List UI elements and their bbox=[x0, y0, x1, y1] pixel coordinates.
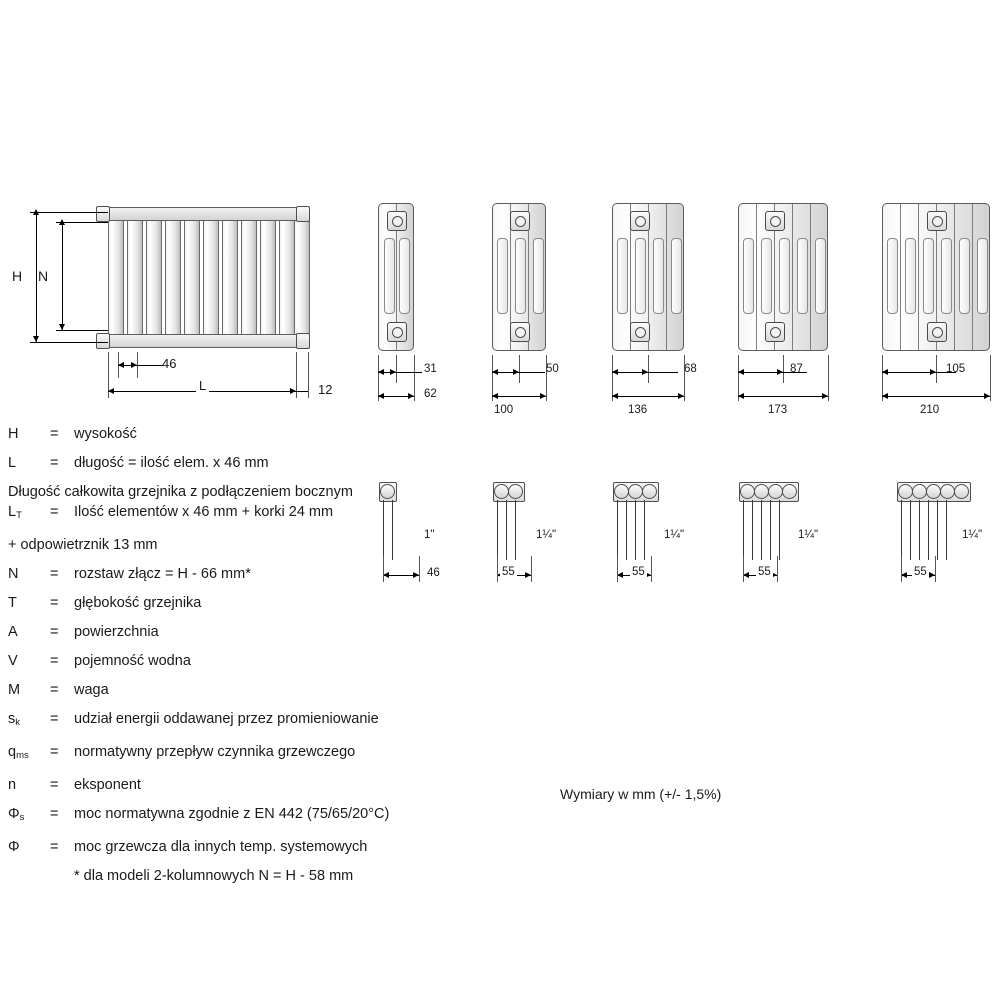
legend-equals: = bbox=[50, 806, 59, 822]
legend-equals: = bbox=[50, 504, 59, 520]
label-4col-inner: 68 bbox=[684, 363, 697, 375]
legend-row-phi-s bbox=[8, 804, 478, 828]
label-4col-topdim: 55 bbox=[632, 566, 645, 578]
nut-top bbox=[765, 211, 785, 231]
legend-row-qms bbox=[8, 742, 478, 766]
legend-symbol: N bbox=[8, 566, 19, 582]
legend-symbol: V bbox=[8, 653, 18, 669]
legend-equals: = bbox=[50, 455, 59, 471]
legend-text: udział energii oddawanej przez promieniowanie bbox=[74, 711, 379, 727]
radiator-elements bbox=[108, 207, 308, 347]
label-4col-outer: 136 bbox=[628, 404, 648, 416]
legend-symbol-lt bbox=[8, 502, 50, 526]
label-6col-outer: 210 bbox=[920, 404, 940, 416]
nut-bottom bbox=[765, 322, 785, 342]
legend-text: moc normatywna zgodnie z EN 442 (75/65/20°C) bbox=[74, 806, 390, 822]
label-2col-outer: 62 bbox=[424, 388, 437, 400]
nut-top bbox=[387, 211, 407, 231]
legend-symbol-phi-s bbox=[8, 804, 50, 828]
legend-row-V bbox=[8, 651, 478, 671]
legend-symbol: s bbox=[8, 711, 16, 727]
legend-symbol-sub: k bbox=[15, 717, 20, 728]
legend-symbol-sub: ms bbox=[16, 750, 29, 761]
legend-symbol-sk bbox=[8, 709, 50, 733]
legend-row-M bbox=[8, 680, 478, 700]
legend-text: eksponent bbox=[74, 777, 141, 793]
legend-symbol: Φ bbox=[8, 839, 20, 855]
legend-equals: = bbox=[50, 595, 59, 611]
legend-equals: = bbox=[50, 426, 59, 442]
label-H: H bbox=[12, 268, 23, 284]
legend-symbol: Φ bbox=[8, 806, 20, 822]
legend-equals: = bbox=[50, 839, 59, 855]
legend-note-line-2: + odpowietrznik 13 mm bbox=[8, 537, 158, 553]
legend-row-n bbox=[8, 775, 478, 795]
label-5col-outer: 173 bbox=[768, 404, 788, 416]
legend-row-LT bbox=[8, 502, 478, 526]
legend-symbol: M bbox=[8, 682, 21, 698]
h-dimension-line bbox=[36, 212, 37, 342]
legend-symbol: q bbox=[8, 744, 17, 760]
legend-text: rozstaw złącz = H - 66 mm* bbox=[74, 566, 251, 582]
legend-equals: = bbox=[50, 653, 59, 669]
label-3col-thread: 1¼" bbox=[536, 529, 557, 541]
nut-bottom bbox=[387, 322, 407, 342]
label-3col-topdim: 55 bbox=[502, 566, 515, 578]
legend-row-A bbox=[8, 622, 478, 642]
label-depth-12: 12 bbox=[318, 382, 333, 397]
legend-text: pojemność wodna bbox=[74, 653, 191, 669]
label-6col-thread: 1¼" bbox=[962, 529, 983, 541]
label-2col-topdim: 46 bbox=[427, 567, 440, 579]
label-2col-inner: 31 bbox=[424, 363, 437, 375]
label-6col-inner: 105 bbox=[946, 363, 966, 375]
n-dimension-line bbox=[62, 222, 63, 330]
legend-equals: = bbox=[50, 624, 59, 640]
plug-top-right bbox=[296, 206, 310, 222]
nut-top bbox=[927, 211, 947, 231]
units-note: Wymiary w mm (+/- 1,5%) bbox=[560, 786, 722, 802]
legend-symbol-qms bbox=[8, 742, 50, 766]
label-4col-thread: 1¼" bbox=[664, 529, 685, 541]
nut-top bbox=[510, 211, 530, 231]
legend-text: głębokość grzejnika bbox=[74, 595, 202, 611]
label-3col-inner: 50 bbox=[546, 363, 559, 375]
nut-top bbox=[630, 211, 650, 231]
plug-bottom-left bbox=[96, 333, 110, 349]
legend-equals: = bbox=[50, 711, 59, 727]
legend-row-H bbox=[8, 424, 478, 444]
label-5col-inner: 87 bbox=[790, 363, 803, 375]
legend-symbol: L bbox=[8, 504, 17, 520]
legend-footnote: * dla modeli 2-kolumnowych N = H - 58 mm bbox=[74, 868, 354, 884]
label-pitch-46: 46 bbox=[162, 356, 177, 371]
plug-top-left bbox=[96, 206, 110, 222]
nut-bottom bbox=[630, 322, 650, 342]
legend-text: wysokość bbox=[74, 426, 137, 442]
legend-symbol: A bbox=[8, 624, 18, 640]
legend-symbol: H bbox=[8, 426, 19, 442]
legend-symbol: n bbox=[8, 777, 17, 793]
legend-symbol-sub: T bbox=[16, 510, 22, 521]
legend-text: moc grzewcza dla innych temp. systemowych bbox=[74, 839, 368, 855]
legend-row-L bbox=[8, 453, 478, 473]
legend-row-footnote bbox=[8, 866, 478, 886]
label-6col-topdim: 55 bbox=[914, 566, 927, 578]
nut-bottom bbox=[927, 322, 947, 342]
legend-symbol: L bbox=[8, 455, 17, 471]
legend-text: powierzchnia bbox=[74, 624, 159, 640]
label-2col-thread: 1" bbox=[424, 529, 435, 541]
legend bbox=[8, 424, 478, 895]
legend-row-sk bbox=[8, 709, 478, 733]
label-3col-outer: 100 bbox=[494, 404, 514, 416]
label-L: L bbox=[196, 378, 209, 393]
legend-text: długość = ilość elem. x 46 mm bbox=[74, 455, 269, 471]
legend-note-line-1: Długość całkowita grzejnika z podłączeniem bocznym bbox=[8, 484, 353, 500]
legend-equals: = bbox=[50, 777, 59, 793]
legend-symbol-sub: s bbox=[19, 812, 25, 823]
plug-bottom-right bbox=[296, 333, 310, 349]
bottom-manifold bbox=[100, 334, 310, 348]
legend-text: Ilość elementów x 46 mm + korki 24 mm bbox=[74, 504, 334, 520]
legend-equals: = bbox=[50, 566, 59, 582]
legend-row-phi bbox=[8, 837, 478, 857]
nut-bottom bbox=[510, 322, 530, 342]
legend-text: normatywny przepływ czynnika grzewczego bbox=[74, 744, 356, 760]
label-5col-topdim: 55 bbox=[758, 566, 771, 578]
legend-text: waga bbox=[74, 682, 109, 698]
legend-row-T bbox=[8, 593, 478, 613]
legend-equals: = bbox=[50, 744, 59, 760]
legend-equals: = bbox=[50, 682, 59, 698]
legend-row-N bbox=[8, 564, 478, 584]
label-N: N bbox=[38, 268, 49, 284]
label-5col-thread: 1¼" bbox=[798, 529, 819, 541]
legend-symbol: T bbox=[8, 595, 17, 611]
top-manifold bbox=[100, 207, 310, 221]
